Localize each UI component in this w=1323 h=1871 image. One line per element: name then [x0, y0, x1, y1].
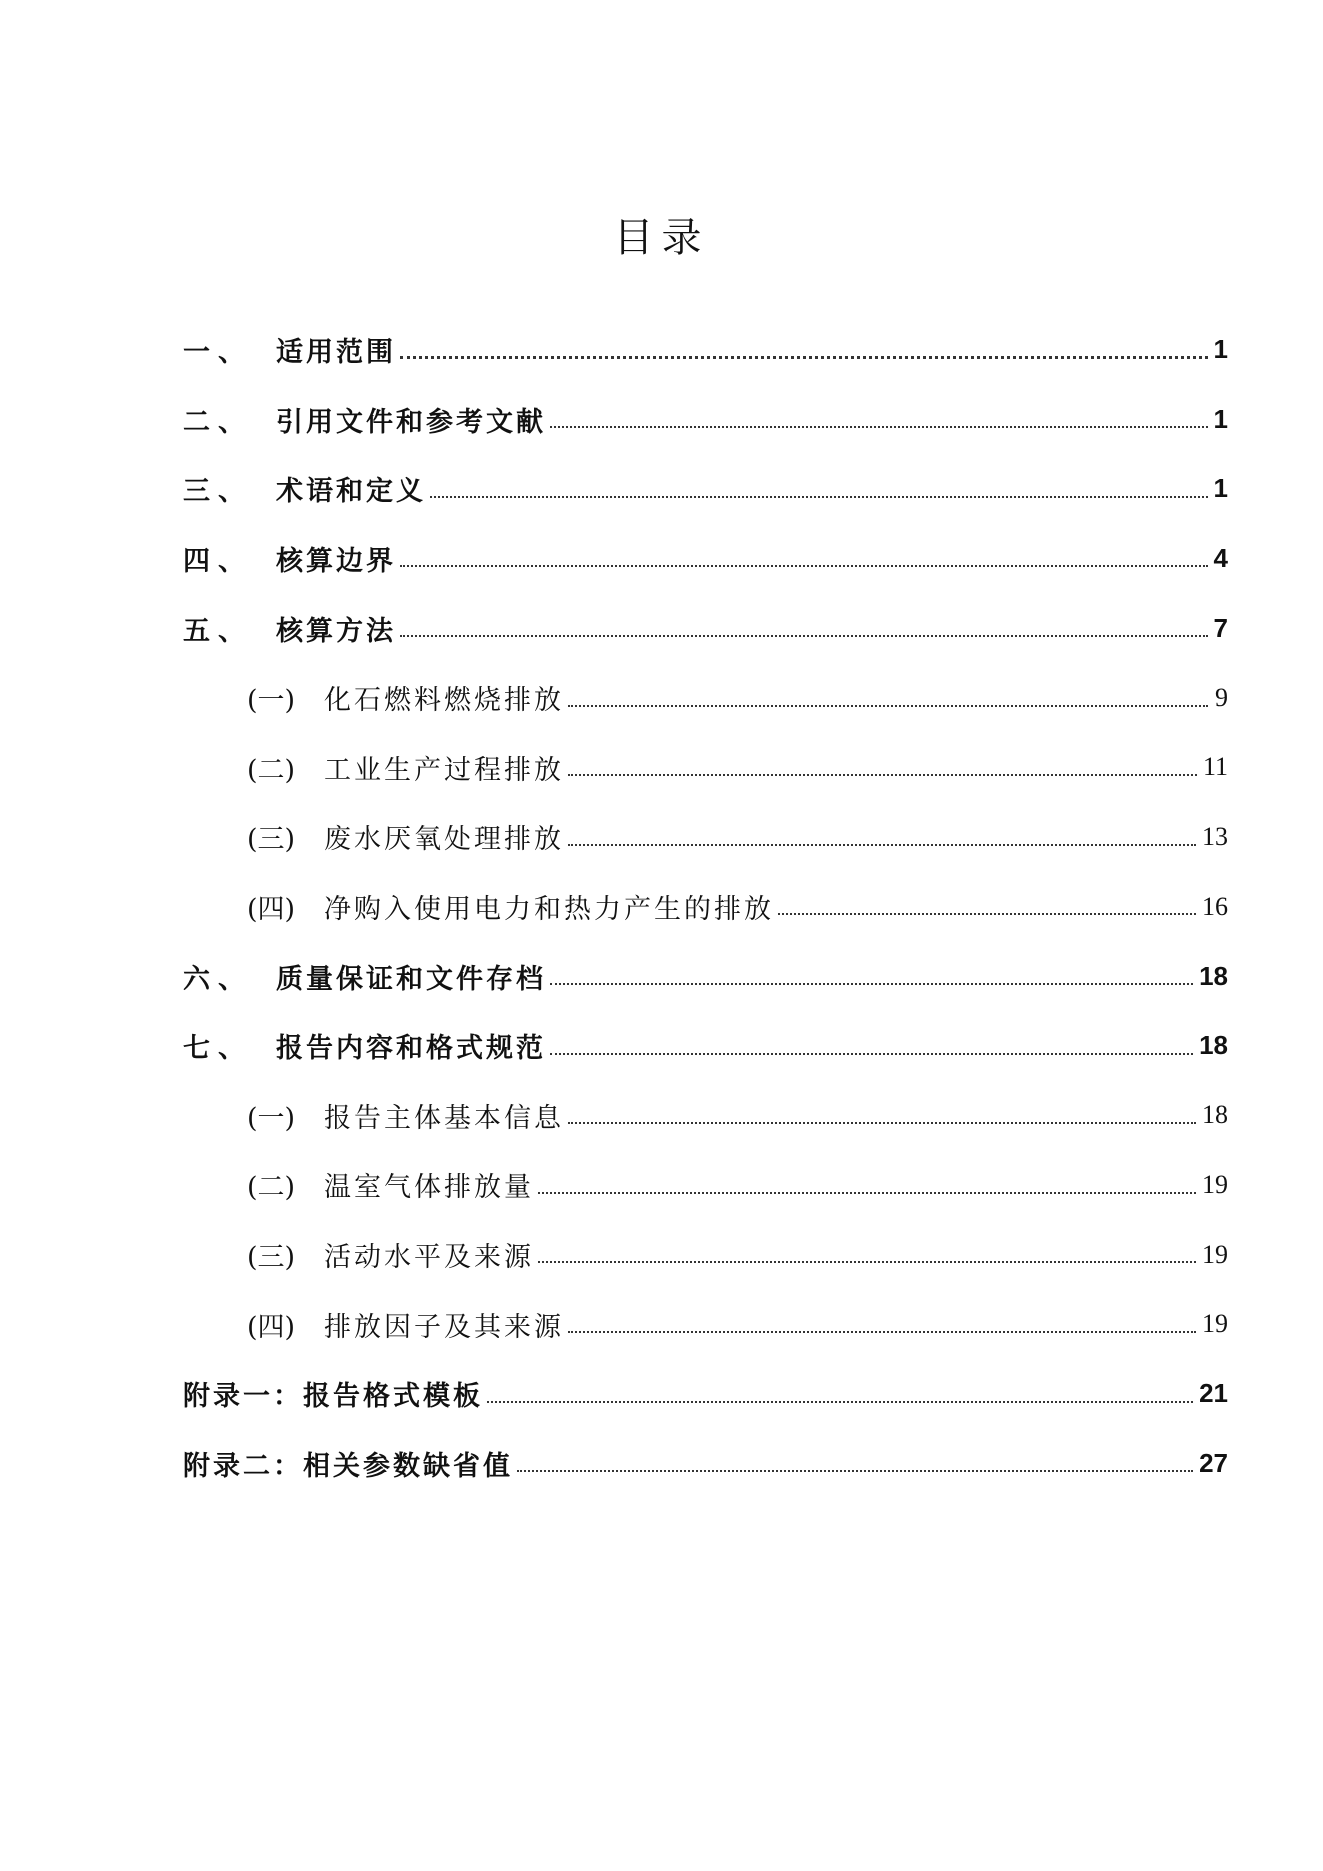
toc-entry-label: 核算方法	[276, 615, 396, 647]
dot-leader	[487, 1400, 1193, 1403]
toc-entry-page: 21	[1199, 1378, 1228, 1409]
dot-leader	[538, 1191, 1196, 1194]
toc-entry-page: 1	[1213, 334, 1228, 365]
toc-entry-label: 温室气体排放量	[324, 1172, 534, 1204]
toc-entry-page: 4	[1213, 543, 1228, 574]
toc-subentry-ghg-emissions[interactable]	[183, 1150, 1228, 1220]
toc-entry-number: 一、	[183, 337, 253, 369]
toc-entry-label: 附录一：报告格式模板	[183, 1381, 483, 1413]
toc-entry-number: 七、	[183, 1033, 253, 1065]
toc-entry-label: 净购入使用电力和热力产生的排放	[324, 894, 774, 926]
page-title: 目录	[613, 215, 710, 261]
toc-subentry-activity-level[interactable]	[183, 1220, 1228, 1290]
toc-entry-number: (四)	[247, 1311, 296, 1343]
toc-entry-number: (三)	[247, 1242, 296, 1274]
dot-leader	[550, 1052, 1193, 1055]
toc-entry-page: 13	[1202, 821, 1228, 851]
dot-leader	[568, 843, 1196, 846]
toc-entry-label: 活动水平及来源	[324, 1242, 534, 1274]
dot-leader	[430, 495, 1208, 498]
toc-entry-appendix-2[interactable]	[183, 1429, 1228, 1499]
toc-entry-references[interactable]	[183, 385, 1228, 455]
dot-leader	[778, 912, 1196, 915]
toc-entry-label: 核算边界	[276, 546, 396, 578]
dot-leader	[400, 634, 1208, 637]
toc-entry-label: 报告内容和格式规范	[276, 1033, 546, 1065]
toc-entry-report-format[interactable]	[183, 1011, 1228, 1081]
toc-entry-page: 19	[1202, 1309, 1228, 1339]
toc-entry-page: 18	[1199, 1030, 1228, 1061]
toc-entry-scope[interactable]	[183, 315, 1228, 385]
toc-entry-page: 19	[1202, 1239, 1228, 1269]
toc-entry-page: 1	[1213, 403, 1228, 434]
toc-entry-number: 六、	[183, 963, 253, 995]
toc-entry-boundary[interactable]	[183, 524, 1228, 594]
toc-entry-page: 16	[1202, 891, 1228, 921]
dot-leader	[400, 564, 1208, 567]
toc-subentry-emission-factors[interactable]	[183, 1289, 1228, 1359]
dot-leader	[550, 425, 1208, 428]
dot-leader	[568, 773, 1197, 776]
toc-entry-page: 18	[1202, 1100, 1228, 1130]
toc-entry-number: (一)	[247, 685, 296, 717]
toc-subentry-wastewater[interactable]	[183, 802, 1228, 872]
toc-entry-page: 18	[1199, 960, 1228, 991]
dot-leader	[568, 1330, 1196, 1333]
toc-entry-number: 二、	[183, 406, 253, 438]
toc-entry-label: 适用范围	[276, 337, 396, 369]
toc-entry-number: (二)	[247, 1172, 296, 1204]
toc-entry-page: 7	[1213, 612, 1228, 643]
toc-entry-label: 报告主体基本信息	[324, 1102, 564, 1134]
toc-entry-label: 质量保证和文件存档	[276, 963, 546, 995]
toc-entry-methods[interactable]	[183, 593, 1228, 663]
toc-entry-quality[interactable]	[183, 941, 1228, 1011]
toc-entry-terms[interactable]	[183, 454, 1228, 524]
toc-entry-number: (二)	[247, 754, 296, 786]
toc-entry-page: 19	[1202, 1169, 1228, 1199]
toc-entry-label: 引用文件和参考文献	[276, 406, 546, 438]
toc-subentry-fossil-fuel[interactable]	[183, 663, 1228, 733]
toc-entry-number: (一)	[247, 1102, 296, 1134]
dot-leader	[550, 982, 1193, 985]
toc-entry-page: 27	[1199, 1447, 1228, 1478]
toc-subentry-basic-info[interactable]	[183, 1081, 1228, 1151]
toc-entry-number: 四、	[183, 546, 253, 578]
toc-entry-page: 1	[1213, 473, 1228, 504]
toc-entry-number: 三、	[183, 476, 253, 508]
toc-subentry-industrial-process[interactable]	[183, 733, 1228, 803]
toc-entry-page: 9	[1215, 682, 1228, 712]
dot-leader	[517, 1469, 1193, 1472]
toc-entry-number: 五、	[183, 615, 253, 647]
toc-entry-appendix-1[interactable]	[183, 1359, 1228, 1429]
toc-entry-label: 排放因子及其来源	[324, 1311, 564, 1343]
table-of-contents	[183, 315, 1228, 1498]
dot-leader	[400, 355, 1208, 359]
dot-leader	[538, 1260, 1196, 1263]
toc-subentry-electricity-heat[interactable]	[183, 872, 1228, 942]
toc-entry-number: (四)	[247, 894, 296, 926]
dot-leader	[568, 704, 1208, 707]
dot-leader	[568, 1121, 1196, 1124]
toc-entry-label: 化石燃料燃烧排放	[324, 685, 564, 717]
toc-entry-label: 废水厌氧处理排放	[324, 824, 564, 856]
toc-entry-page: 11	[1202, 752, 1228, 782]
toc-entry-number: (三)	[247, 824, 296, 856]
toc-entry-label: 附录二：相关参数缺省值	[183, 1450, 513, 1482]
toc-entry-label: 术语和定义	[276, 476, 426, 508]
toc-entry-label: 工业生产过程排放	[324, 754, 564, 786]
